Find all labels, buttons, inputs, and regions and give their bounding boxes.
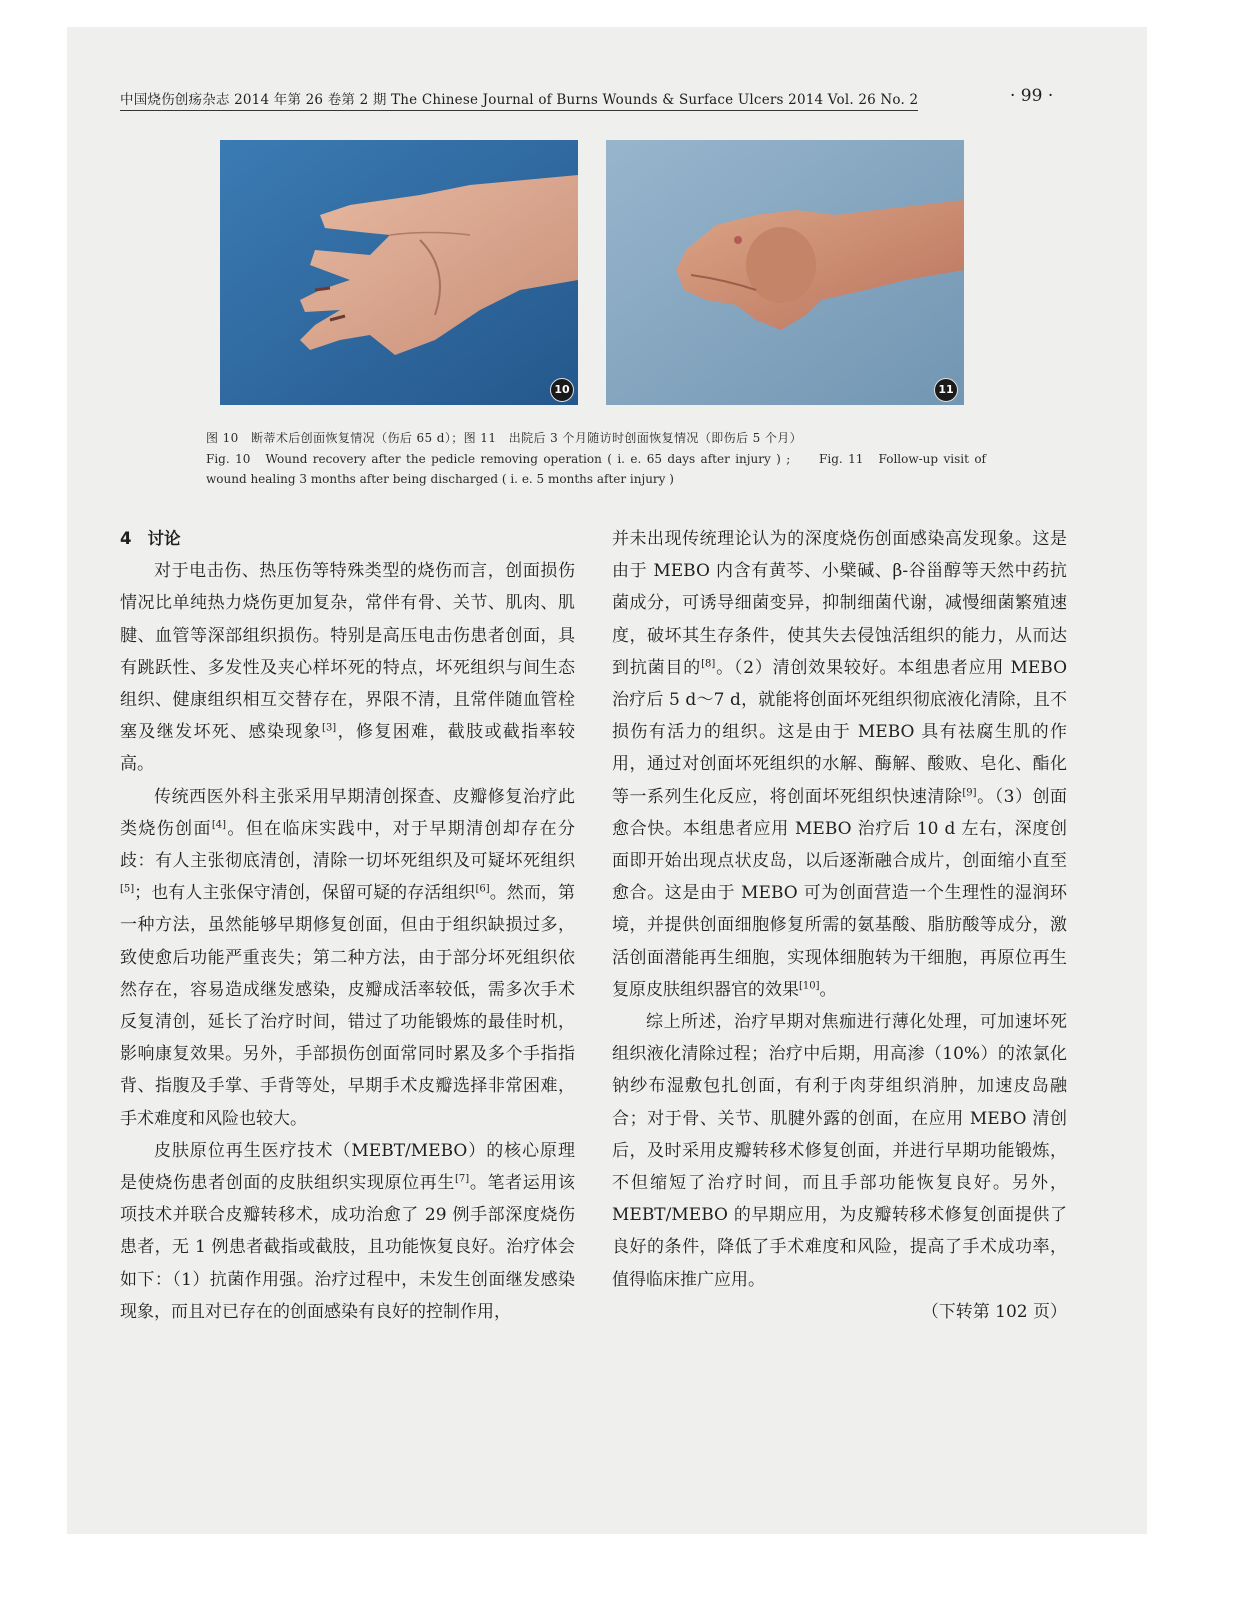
text-run: 传统西医外科主张采用早期清创探查、皮瓣修复治疗此类烧伤创面 [120,786,575,839]
figure-caption-chinese: 图 10 断蒂术后创面恢复情况（伤后 65 d）；图 11 出院后 3 个月随访时创面恢复情况（即伤后 5 个月） [206,431,803,445]
text-run: 。（3）创面愈合快。本组患者应用 MEBO 治疗后 10 d 左右，深度创面即开始出现点状皮岛，以后逐渐融合成片，创面缩小直至愈合。这是由于 MEBO 可为创面营造一个生理性的湿润环境，并提供创面细胞修复所需的氨基酸、脂肪酸等成分，激活创面潜能再生细胞，实现体细胞转为干细胞，再原位再生复原皮肤组织器官的效果 [612,786,1067,1000]
figure-10-photo [220,140,578,405]
right-column [612,523,1067,1328]
left-column [120,523,575,1328]
hand-palm-image [220,140,578,405]
paragraph [120,555,575,780]
text-run: 。（2）清创效果较好。本组患者应用 MEBO 治疗后 5 d～7 d，就能将创面坏死组织彻底液化清除，且不损伤有活力的组织。这是由于 MEBO 具有祛腐生肌的作用，通过对创面坏死组织的水解、酶解、酸败、皂化、酯化等一系列生化反应，将创面坏死组织快速清除 [612,657,1068,807]
section-heading [120,523,575,555]
page-number: · 99 · [1010,86,1054,106]
citation: [4] [211,819,227,831]
continued-note: （下转第 102 页） [921,1301,1067,1322]
citation: [6] [475,883,490,895]
text-run: 皮肤原位再生医疗技术（MEBT/MEBO）的核心原理是使烧伤患者创面的皮肤组织实现原位再生 [120,1140,575,1194]
text-run: 。 [819,979,837,1000]
paragraph [120,781,575,1135]
text-run: 。笔者运用该项技术并联合皮瓣转移术，成功治愈了 29 例手部深度烧伤患者，无 1 例患者截指或截肢，且功能恢复良好。治疗体会如下：（1）抗菌作用强。治疗过程中，未发生创面继发感染现象，而且对已存在的创面感染有良好的控制作用， [120,1173,576,1322]
figure-caption [206,428,986,490]
text-run: 并未出现传统理论认为的深度烧伤创面感染高发现象。这是由于 MEBO 内含有黄芩、小檗碱、β-谷甾醇等天然中药抗菌成分，可诱导细菌变异，抑制细菌代谢，减慢细菌繁殖速度，破坏其生存条件，使其失去侵蚀活组织的能力，从而达到抗菌目的 [612,529,1067,678]
text-run: ，修复困难，截肢或截指率较高。 [120,722,576,775]
text-run: ；也有人主张保守清创，保留可疑的存活组织 [134,883,476,904]
text-run: 。然而，第一种方法，虽然能够早期修复创面，但由于组织缺损过多，致使愈后功能严重丧失；第二种方法，由于部分坏死组织依然存在，容易造成继发感染，皮瓣成活率较低，需多次手术反复清创，延长了治疗时间，错过了功能锻炼的最佳时机，影响康复效果。另外，手部损伤创面常同时累及多个手指指背、指腹及手掌、手背等处，早期手术皮瓣选择非常困难，手术难度和风险也较大。 [120,883,576,1129]
citation: [7] [455,1173,470,1185]
figure-11-photo [606,140,964,405]
citation: [3] [322,722,337,734]
citation: [8] [701,658,716,670]
citation: [5] [120,883,135,895]
running-head: 中国烧伤创疡杂志 2014 年第 26 卷第 2 期 The Chinese Journal of Burns Wounds & Surface Ulcers 2014 Vol. 26 No. 2 [120,88,918,111]
citation: [10] [799,980,820,992]
paragraph [120,1135,575,1328]
text-run: 。但在临床实践中，对于早期清创却存在分歧：有人主张彻底清创，清除一切坏死组织及可疑坏死组织 [120,818,576,872]
section-title: 讨论 [147,529,181,548]
figure-10-badge: 10 [550,378,574,402]
citation: [9] [962,786,977,798]
section-number: 4 [120,529,132,548]
text-run: 对于电击伤、热压伤等特殊类型的烧伤而言，创面损伤情况比单纯热力烧伤更加复杂，常伴有骨、关节、肌肉、肌腱、血管等深部组织损伤。特别是高压电击伤患者创面，具有跳跃性、多发性及夹心样坏死的特点，坏死组织与间生态组织、健康组织相互交替存在，界限不清，且常伴随血管栓塞及继发坏死、感染现象 [120,561,575,743]
figure-caption-english: Fig. 10 Wound recovery after the pedicle removing operation ( i. e. 65 days after injury ) ; Fig. 11 Follow-up visit of wound healing 3 months after being discharged ( i. e. 5 months after injury ) [206,451,986,486]
hand-fist-image [606,140,964,405]
figure-11-badge: 11 [934,378,958,402]
paragraph: 综上所述，治疗早期对焦痂进行薄化处理，可加速坏死组织液化清除过程；治疗中后期，用高渗（10%）的浓氯化钠纱布湿敷包扎创面，有利于肉芽组织消肿，加速皮岛融合；对于骨、关节、肌腱外露的创面，在应用 MEBO 清创后，及时采用皮瓣转移术修复创面，并进行早期功能锻炼，不但缩短了治疗时间，而且手部功能恢复良好。另外，MEBT/MEBO 的早期应用，为皮瓣转移术修复创面提供了良好的条件，降低了手术难度和风险，提高了手术成功率，值得临床推广应用。 [612,1012,1067,1290]
paragraph [612,523,1067,1006]
